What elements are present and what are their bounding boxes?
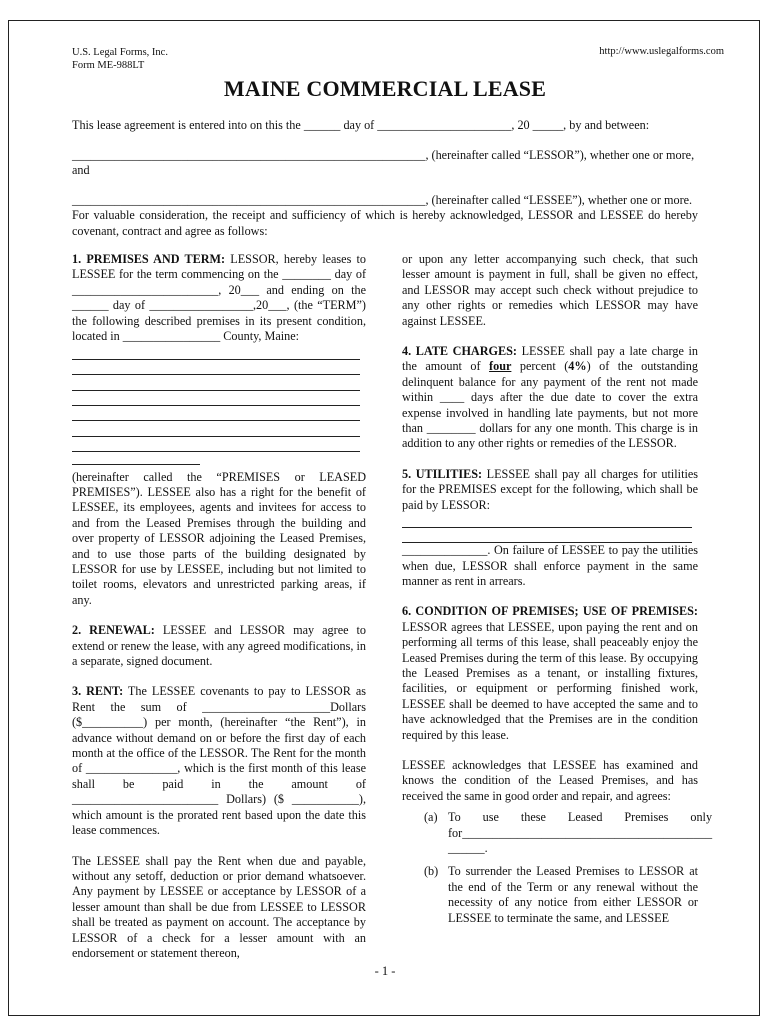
premises-line[interactable] bbox=[72, 421, 360, 436]
left-column bbox=[72, 252, 366, 976]
section-4: 4. LATE CHARGES: LESSEE shall pay a late charge in the amount of four percent (4%) of the outstanding delinquent balance for any payment of the rent not made within ____ days after the due date to cover the extra expense involved in handling late payments, but not more than ________ dollars for any one month. This charge is in addition to any other rights or remedies of the LESSOR. bbox=[402, 344, 698, 451]
utilities-lines[interactable] bbox=[402, 513, 698, 543]
intro-lessor-block bbox=[72, 148, 698, 179]
section-6-paragraph-2: LESSEE acknowledges that LESSEE has examined and knows the condition of the Leased Premises, and has received the same in good order and repair, and agrees: bbox=[402, 757, 698, 803]
section-1 bbox=[72, 252, 366, 344]
section-4-heading: 4. LATE CHARGES: bbox=[402, 344, 517, 359]
section-2-heading: 2. RENEWAL: bbox=[72, 623, 155, 638]
section-6-text: LESSOR agrees that LESSEE, upon paying the rent and on performing all terms of this lease, shall peaceably enjoy the Leased Premises during the term of this lease. By occupying the Leased Premises as a tenant, or installing fixtures, facilities, or equipment or performing finished work, LESSEE shall be deemed to have accepted the same and to have acknowledged that the Premises are in the condition required by this lease. bbox=[402, 619, 698, 742]
page-number: - 1 - bbox=[374, 964, 396, 978]
premises-line[interactable] bbox=[72, 375, 360, 390]
header-left bbox=[72, 46, 168, 72]
intro-agreement-line: This lease agreement is entered into on this the ______ day of ______________________, 20 _____, by and between: bbox=[72, 118, 650, 132]
lessee-line[interactable]: __________________________________________________________, (hereinafter called “LESSEE”), whether one or more. bbox=[72, 193, 693, 207]
section-3 bbox=[72, 684, 366, 838]
section-5-continued: ______________. On failure of LESSEE to pay the utilities when due, LESSOR shall enforce payment in the same manner as rent in arrears. bbox=[402, 543, 698, 588]
consideration-text: For valuable consideration, the receipt and sufficiency of which is hereby acknowledged, LESSOR and LESSEE do hereby covenant, contract and agree as follows: bbox=[72, 208, 698, 238]
list-item-b: (b) To surrender the Leased Premises to LESSOR at the end of the Term or any renewal without the necessity of any notice from either LESSOR or LESSEE to terminate the same, and LESSEE bbox=[424, 864, 698, 925]
section-2 bbox=[72, 623, 366, 669]
intro-lessee-block bbox=[72, 193, 698, 239]
premises-line[interactable] bbox=[72, 406, 360, 421]
premises-line[interactable] bbox=[72, 360, 360, 375]
right-column bbox=[402, 252, 713, 934]
premises-line[interactable] bbox=[72, 437, 360, 452]
list-item-a: (a) To use these Leased Premises only for_________________________________________ ______. bbox=[424, 810, 713, 855]
header-url[interactable]: http://www.uslegalforms.com bbox=[599, 46, 724, 57]
premises-description-lines[interactable] bbox=[72, 344, 366, 469]
section-3-continued: or upon any letter accompanying such check, that such lesser amount is payment in full, shall be given no effect, and LESSOR may accept such check without prejudice to any other rights or remedies which LESSOR may have against LESSEE. bbox=[402, 252, 698, 328]
company-name: U.S. Legal Forms, Inc. bbox=[72, 47, 168, 58]
section-3-heading: 3. RENT: bbox=[72, 684, 124, 699]
form-number: Form ME-988LT bbox=[72, 60, 145, 71]
section-5 bbox=[402, 467, 698, 513]
document-title: MAINE COMMERCIAL LEASE bbox=[223, 76, 547, 101]
late-charge-percent: 4% bbox=[568, 359, 587, 374]
premises-line[interactable] bbox=[72, 391, 360, 406]
utilities-line[interactable] bbox=[402, 528, 692, 543]
section-1-heading: 1. PREMISES AND TERM: bbox=[72, 252, 226, 266]
section-2-text: LESSEE and LESSOR may agree to extend or renew the lease, with any agreed modifications, in a separate, signed document. bbox=[72, 623, 366, 669]
section-5-text: LESSEE shall pay all charges for utilities for the PREMISES except for the following, which shall be paid by LESSOR: bbox=[402, 466, 698, 512]
section-1-text: LESSOR, hereby leases to LESSEE for the term commencing on the ________ day of ________________________, 20___ and ending on the ______ day of _________________,20___, (the “TERM”) the following described premises in its present condition, located in ________________ County, Maine: bbox=[72, 252, 366, 344]
section-5-heading: 5. UTILITIES: bbox=[402, 466, 483, 481]
section-3-paragraph-2: The LESSEE shall pay the Rent when due and payable, without any setoff, deduction or prior demand whatsoever. Any payment by LESSEE or acceptance by LESSOR of a lesser amount than shall be due from LESSEE to LESSOR shall be treated as payment on account. The acceptance by LESSOR of a check for a lesser amount with an endorsement or statement thereon, bbox=[72, 853, 366, 960]
premises-line[interactable] bbox=[72, 344, 360, 359]
section-1-continued: (hereinafter called the “PREMISES or LEASED PREMISES”). LESSEE also has a right for the benefit of LESSEE, its employees, agents and invitees for access to and from the Leased Premises through the building and over property of LESSOR adjoining the Leased Premises, and to use those parts of the building designated by LESSOR for use by LESSEE, including but not limited to toilet rooms, elevators and unrestricted parking areas, if any. bbox=[72, 469, 366, 607]
and-text: and bbox=[72, 163, 90, 178]
late-charge-four: four bbox=[489, 359, 512, 374]
section-3-text: The LESSEE covenants to pay to LESSOR as Rent the sum of _____________________Dollars ($__________) per month, (hereinafter “the Rent”), in advance without demand on or before the first day of each month at the office of the LESSOR. The Rent for the month of _______________, which is the first month of this lease shall be paid in the amount of ________________________ Dollars) ($ ___________), which amount is the prorated rent based upon the date this lease commences. bbox=[72, 684, 366, 838]
section-6 bbox=[402, 604, 698, 743]
utilities-line[interactable] bbox=[402, 513, 692, 528]
section-6-heading: 6. CONDITION OF PREMISES; USE OF PREMISES: bbox=[402, 604, 698, 619]
lessor-line[interactable]: __________________________________________________________, (hereinafter called “LESSOR”), whether one or more, bbox=[72, 148, 695, 162]
premises-line-short[interactable] bbox=[72, 452, 200, 465]
